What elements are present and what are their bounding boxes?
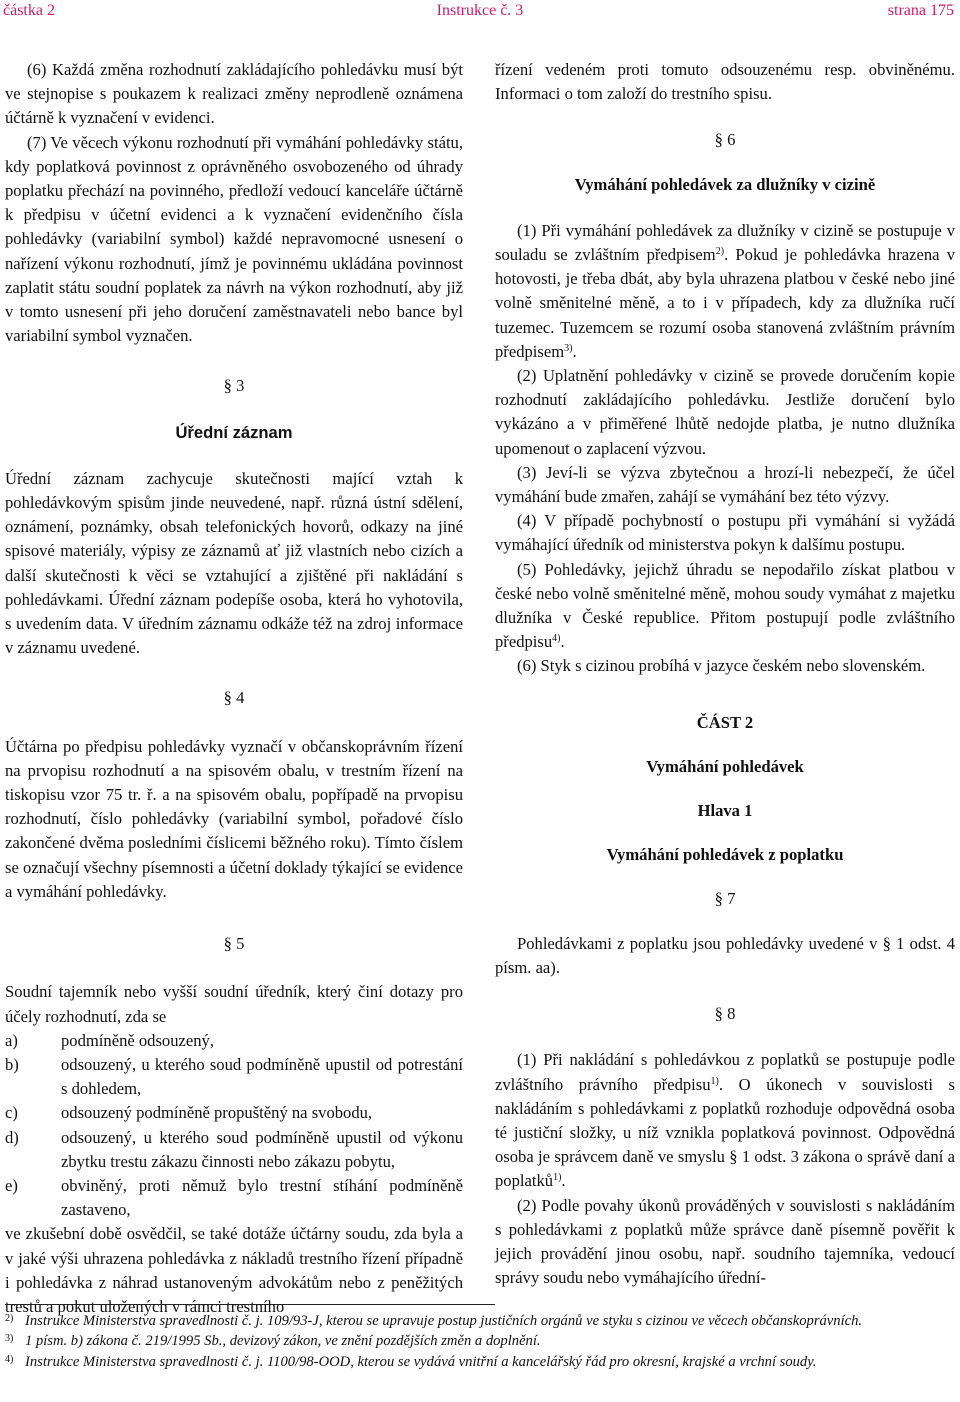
footnote: 3) 1 písm. b) zákona č. 219/1995 Sb., devizový zákon, ve znění pozdějších změn a doplnění. [5, 1333, 541, 1350]
part-heading: ČÁST 2 [696, 712, 754, 732]
section-6-paragraph-6: (6) Styk s cizinou probíhá v jazyce českém nebo slovenském. [517, 656, 926, 676]
section-6-paragraph-2: (2) Uplatnění pohledávky v cizině se provede doručením kopie rozhodnutí zakládajícího pohledávku. Jestliže doručení bylo vykázáno a v přiměřené lhůtě nedojde platba, je nutno dlužníka upomenout o zaplacení výzvou. [495, 366, 955, 458]
list-item: b) odsouzený, u kterého soud podmíněně upustil od potrestání s dohledem, [5, 1054, 463, 1099]
section-3-heading: § 3 [223, 376, 245, 396]
list-item: c) odsouzený podmíněně propuštěný na svobodu, [5, 1103, 373, 1123]
section-6-paragraph-1: (1) Při vymáhání pohledávek za dlužníky v cizině se postupuje v souladu se zvláštním předpisem$^{2)}$. Pokud je pohledávka hrazena v hotovosti, je třeba dbát, aby byla uhrazena platbou v české nebo jiné volně směnitelné měně, a to i v případech, kdy za dlužníka ručí tuzemec. Tuzemcem se rozumí osoba stanovená zvláštním právním předpisem$^{3)}$. [495, 220, 956, 361]
section-7-text: Pohledávkami z poplatku jsou pohledávky uvedené v § 1 odst. 4 písm. aa). [495, 933, 955, 977]
section-6-title: Vymáhání pohledávek za dlužníky v cizině [574, 174, 876, 194]
section-5-list [5, 1029, 463, 1223]
section-4-heading: § 4 [223, 688, 245, 708]
page-number: strana 175 [887, 2, 954, 19]
section-3-title: Úřední záznam [175, 422, 293, 442]
footnote-ref: 3) [564, 342, 573, 354]
list-item: a) podmíněně odsouzený, [5, 1030, 214, 1050]
footnote: 2) Instrukce Ministerstva spravedlnosti č. j. 109/93-J, kterou se upravuje postup justičních orgánů ve styku s cizinou ve věcech občanskoprávních. [5, 1313, 863, 1329]
list-item: e) obviněný, proti němuž bylo trestní stíhání podmíněně zastaveno, [5, 1175, 463, 1220]
section-5-outro: ve zkušební době osvědčil, se také dotáže účtárny soudu, zda byla a v jaké výši uhrazena pohledávka z nákladů trestního řízení případně i pohledávka z náhrad ustanoveným advokátům nebo z peněžitých trestů a pokut uložených v rámci trestního [5, 1224, 463, 1316]
footnotes [5, 1311, 955, 1372]
footnote: 4) Instrukce Ministerstva spravedlnosti č. j. 1100/98-OOD, kterou se vydává vnitřní a kancelářský řád pro okresní, krajské a vrchní soudy. [5, 1353, 817, 1370]
section-8-heading: § 8 [714, 1004, 736, 1024]
left-column [5, 58, 463, 1319]
list-item: d) odsouzený, u kterého soud podmíněně upustil od výkonu zbytku trestu zákazu činnosti nebo zákazu pobytu, [5, 1127, 463, 1171]
footnote-ref: 2) [715, 246, 725, 258]
section-8-paragraph-2: (2) Podle povahy úkonů prováděných v souvislosti s nakládáním s pohledávkami z poplatků může správce daně písemně pověřit k jejich provádění jinou osobu, např. soudního tajemníka, vedoucí správy soudu nebo vymáhajícího úřední- [495, 1195, 955, 1288]
section-6-paragraph-4: (4) V případě pochybností o postupu při vymáhání si vyžádá vymáhající úředník od ministerstva pokyn k dalšímu postupu. [495, 511, 955, 555]
section-5-heading: § 5 [223, 934, 245, 954]
footnote-ref: 1) [710, 1075, 719, 1087]
document-title: Instrukce č. 3 [436, 2, 524, 19]
footnote-ref: 1) [553, 1172, 562, 1184]
continued-text: řízení vedeném proti tomuto odsouzenému resp. obviněnému. Informaci o tom založí do trestního spisu. [495, 60, 955, 104]
footnote-ref: 4) [552, 633, 561, 645]
section-6-paragraph-5: (5) Pohledávky, jejichž úhradu se nepodařilo získat platbou v české nebo volně směnitelné měně, mohou soudy vymáhat z majetku dlužníka v České republice. Přitom postupují podle zvláštního předpisu$^{4)}$. [495, 559, 955, 652]
footnote-separator [5, 1304, 495, 1305]
right-column [495, 58, 955, 1290]
section-8-paragraph-1: (1) Při nakládání s pohledávkou z poplatků se postupuje podle zvláštního právního předpisu$^{1)}$. O úkonech v souvislosti s nakládáním s pohledávkami z poplatků rozhoduje odpovědná osoba té justiční složky, u níž vznikla poplatková povinnost. Odpovědná osoba je správcem daně ve smyslu § 1 odst. 3 zákona o správě daní a poplatků$^{1)}$. [495, 1050, 955, 1191]
section-4-text: Účtárna po předpisu pohledávky vyznačí v občanskoprávním řízení na prvopisu rozhodnutí a na spisovém obalu, v trestním řízení na tiskopisu vzor 75 tr. ř. a na spisovém obalu, popřípadě na prvopisu rozhodnutí, číslo pohledávky (variabilní symbol, pořadové číslo zakončené dvěma posledními číslicemi běžného roku). Tímto číslem se označují všechny písemnosti a účetní doklady týkající se evidence a vymáhání pohledávky. [5, 736, 463, 901]
section-5-intro: Soudní tajemník nebo vyšší soudní úředník, který činí dotazy pro účely rozhodnutí, zda se [5, 982, 463, 1026]
section-6-heading: § 6 [714, 130, 736, 150]
part-title: Vymáhání pohledávek [646, 756, 804, 776]
section-3-text: Úřední záznam zachycuje skutečnosti mající vztah k pohledávkovým spisům jinde neuvedené, např. různá ústní sdělení, oznámení, poznámky, obsah telefonických hovorů, odkazy na jiné spisové materiály, výpisy ze záznamů ať již vlastních nebo cizích a další skutečnosti k věci se vztahující a zjištěné při nakládání s pohledávkami. Úřední záznam podepíše osoba, která ho vyhotovila, s uvedením data. V úředním záznamu odkáže též na zdroj informace v záznamu uvedené. [5, 468, 463, 658]
chapter-title: Vymáhání pohledávek z poplatku [606, 845, 844, 865]
issue-label: částka 2 [3, 2, 55, 19]
chapter-heading: Hlava 1 [697, 801, 753, 821]
paragraph-7: (7) Ve věcech výkonu rozhodnutí při vymáhání pohledávky státu, kdy poplatková povinnost z oprávněného osvobozeného od úhrady poplatku přechází na povinného, předloží vedoucí kanceláře účtárně k předpisu v účetní evidenci a k vyznačení evidenčního čísla pohledávky (variabilní symbol) každé nepravomocné usnesení o nařízení výkonu rozhodnutí, jímž je povinnému ukládána povinnost zaplatit státu soudní poplatek za návrh na výkon rozhodnutí, aby již v tomto usnesení při jeho doručení zaměstnavateli nebo bance byl variabilní symbol vyznačen. [5, 132, 463, 346]
paragraph-6: (6) Každá změna rozhodnutí zakládajícího pohledávku musí být ve stejnopise s poukazem k realizaci změny neprodleně oznámena účtárně k vyznačení v evidenci. [5, 60, 463, 128]
section-7-heading: § 7 [714, 889, 736, 909]
section-6-paragraph-3: (3) Jeví-li se výzva zbytečnou a hrozí-li nebezpečí, že účel vymáhání bude zmařen, zahájí se vymáhání bez této výzvy. [495, 462, 955, 507]
page-header [0, 0, 960, 22]
